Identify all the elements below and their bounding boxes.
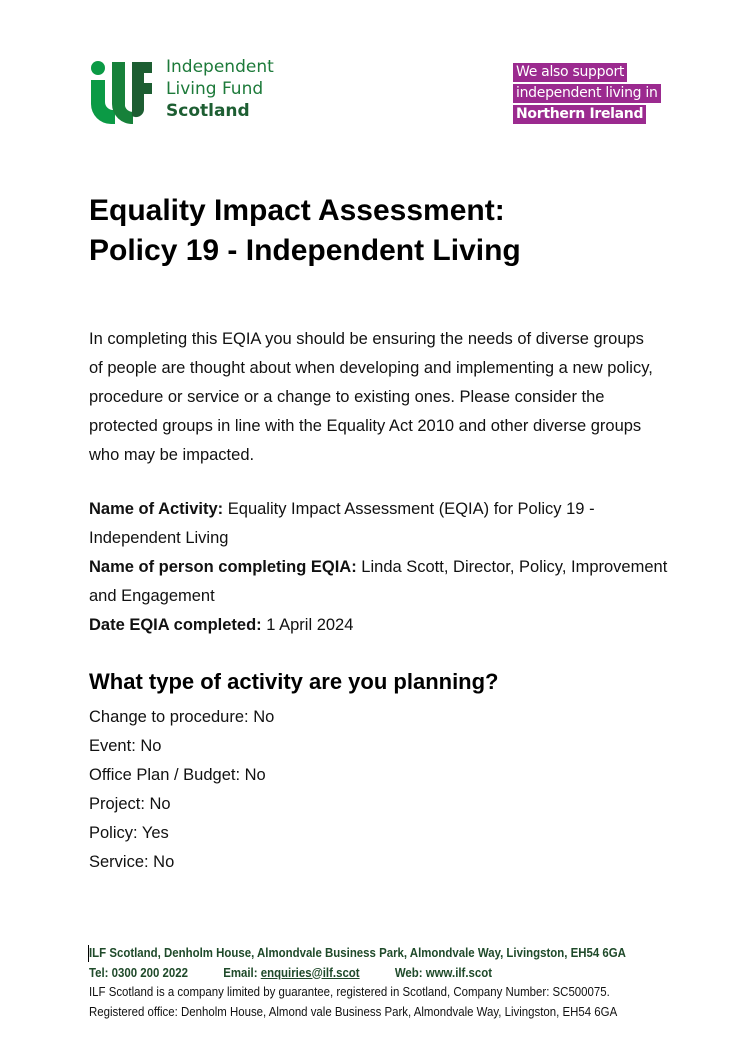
label: Name of Activity: xyxy=(89,500,224,518)
value: Linda Scott, Director, Policy, Improvement and Engagement xyxy=(89,558,668,605)
footer-address: ILF Scotland, Denholm House, Almondvale Business Park, Almondvale Way, Livingston, EH54 6GA xyxy=(89,945,626,960)
footer xyxy=(89,943,652,1021)
list-item: Service: No xyxy=(89,853,175,871)
footer-tel: Tel: 0300 200 2022 xyxy=(89,964,189,980)
list-item: Change to procedure: No xyxy=(89,708,275,726)
list-item: Project: No xyxy=(89,795,171,813)
badge-line-3: Northern Ireland xyxy=(513,105,646,124)
person-completing xyxy=(89,553,669,611)
title-line-1: Equality Impact Assessment: xyxy=(89,194,505,227)
date-completed xyxy=(89,611,669,640)
label: Date EQIA completed: xyxy=(89,616,262,634)
footer-contact xyxy=(89,963,652,983)
logo-line-3: Scotland xyxy=(166,101,250,121)
logo-line-2: Living Fund xyxy=(166,79,264,99)
page-title xyxy=(89,191,521,271)
list-item: Policy: Yes xyxy=(89,824,169,842)
activity-list xyxy=(89,703,274,877)
badge-line-1: We also support xyxy=(513,63,627,82)
activity-heading: What type of activity are you planning? xyxy=(89,669,499,694)
footer-email-link[interactable]: enquiries@ilf.scot xyxy=(260,964,360,980)
value: Equality Impact Assessment (EQIA) for Policy 19 - Independent Living xyxy=(89,500,595,547)
intro-paragraph: In completing this EQIA you should be ensuring the needs of diverse groups of people are thought about when developing and implementing a new policy, procedure or service or a change to existing ones. Please consider the protected groups in line with the Equality Act 2010 and other diverse groups who may be impacted. xyxy=(89,330,653,464)
badge-line-2: independent living in xyxy=(513,84,661,103)
activity-name xyxy=(89,495,669,553)
logo-line-1: Independent xyxy=(166,57,274,77)
footer-web: Web: www.ilf.scot xyxy=(394,964,493,980)
list-item: Event: No xyxy=(89,737,162,755)
title-line-2: Policy 19 - Independent Living xyxy=(89,234,521,267)
footer-company: ILF Scotland is a company limited by guarantee, registered in Scotland, Company Number: SC500075. xyxy=(89,984,610,999)
footer-email-label: Email: xyxy=(223,964,261,980)
logo-wordmark xyxy=(166,56,274,122)
northern-ireland-badge xyxy=(513,63,661,126)
assessment-details xyxy=(89,495,669,640)
label: Name of person completing EQIA: xyxy=(89,558,357,576)
list-item: Office Plan / Budget: No xyxy=(89,766,266,784)
footer-registered: Registered office: Denholm House, Almond vale Business Park, Almondvale Way, Livingston, EH54 6GA xyxy=(89,1003,618,1019)
value: 1 April 2024 xyxy=(266,616,354,634)
